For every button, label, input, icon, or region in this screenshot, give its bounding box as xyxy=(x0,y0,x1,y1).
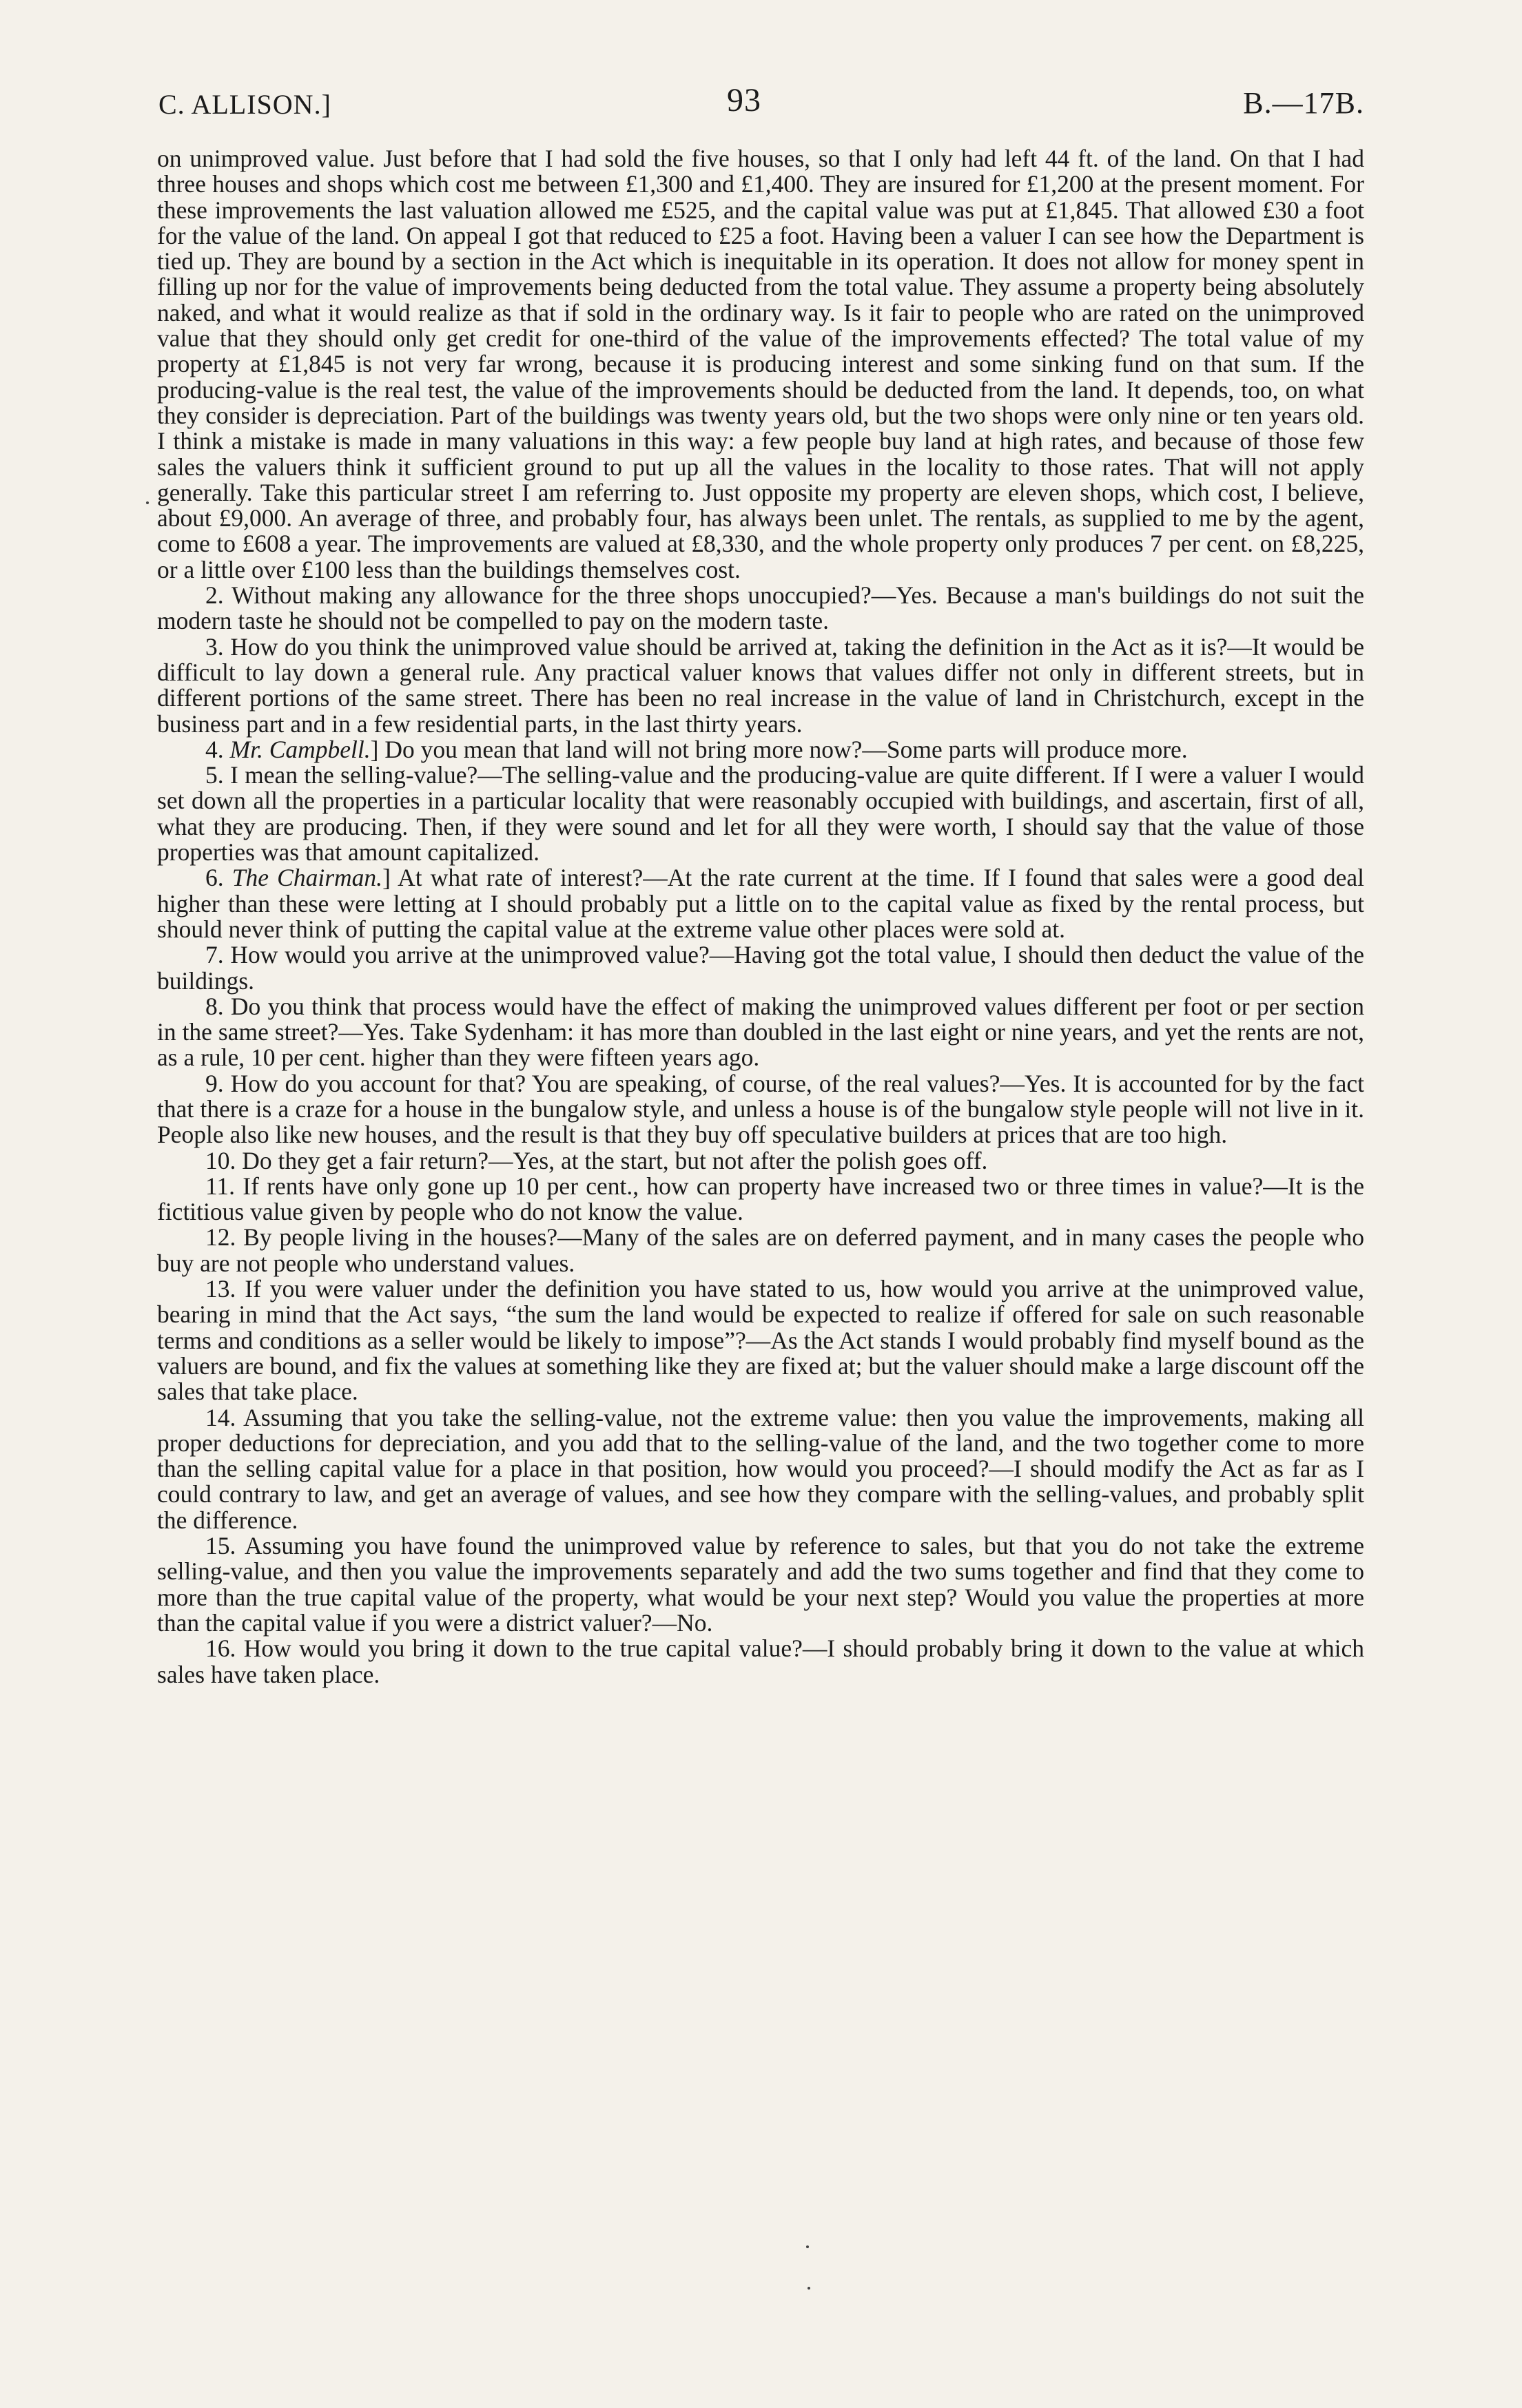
speaker-name: Mr. Campbell. xyxy=(229,735,371,763)
question-15: 15. Assuming you have found the unimproved value by reference to sales, but that you do not take the extreme selling-value, and then you value the improvements separately and add the two sums together and find that they come to more than the true capital value of the property, what would be your next step? Would you value the properties at more than the capital value if you were a district valuer?—No. xyxy=(157,1532,1364,1637)
question-body: ] At what rate of interest?—At the rate current at the time. If I found that sales were a good deal higher than these were letting at I should probably put a little on to the capital value as fixed by the rental process, but should never think of putting the capital value at the extreme value other places were sold at. xyxy=(157,864,1364,943)
question-number: 4. xyxy=(205,735,230,763)
document-reference: B.—17B. xyxy=(1243,86,1364,120)
question-9: 9. How do you account for that? You are speaking, of course, of the real values?—Yes. It is accounted for by the fact that there is a craze for a house in the bungalow style, and unless a house is of the bungalow style people will not live in it. People also like new houses, and the result is that they buy off speculative builders at prices that are too high. xyxy=(157,1069,1364,1149)
speaker-name: The Chairman. xyxy=(232,864,383,892)
header-witness-name: C. ALLISON.] xyxy=(158,89,331,120)
page-number: 93 xyxy=(727,82,761,118)
question-7: 7. How would you arrive at the unimproved value?—Having got the total value, I should then deduct the value of the buildings. xyxy=(157,941,1364,995)
question-10: 10. Do they get a fair return?—Yes, at the start, but not after the polish goes off. xyxy=(205,1146,988,1174)
page-header xyxy=(158,81,1364,129)
question-4 xyxy=(157,737,1364,762)
question-5: 5. I mean the selling-value?—The selling-value and the producing-value are quite different. If I were a valuer I would set down all the properties in a particular locality that were reasonably occupied with buildings, and ascertain, first of all, what they are producing. Then, if they were sound and let for all they were worth, I should say that the value of those properties was that amount capitalized. xyxy=(157,761,1364,866)
question-14: 14. Assuming that you take the selling-value, not the extreme value: then you value the improvements, making all proper deductions for depreciation, and you add that to the selling-value of the land, and the two together come to more than the selling capital value for a place in that position, how would you proceed?—I should modify the Act as far as I could contrary to law, and get an average of values, and see how they compare with the selling-values, and probably split the difference. xyxy=(157,1403,1364,1534)
question-13: 13. If you were valuer under the definition you have stated to us, how would you arrive at the unimproved value, bearing in mind that the Act says, “the sum the land would be expected to realize if offered for sale on such reasonable terms and conditions as a seller would be likely to impose”?—As the Act stands I would probably find myself bound as the valuers are bound, and fix the values at something like they are fixed at; but the valuer should make a large discount off the sales that take place. xyxy=(157,1275,1364,1406)
question-3: 3. How do you think the unimproved value should be arrived at, taking the definition in the Act as it is?—It would be difficult to lay down a general rule. Any practical valuer knows that values differ not only in different streets, but in different portions of the same street. There has been no real increase in the value of land in Christchurch, except in the business part and in a few residential parts, in the last thirty years. xyxy=(157,632,1364,738)
question-11: 11. If rents have only gone up 10 per cent., how can property have increased two or three times in value?—It is the fictitious value given by people who do not know the value. xyxy=(157,1172,1364,1226)
question-16: 16. How would you bring it down to the true capital value?—I should probably bring it down to the value at which sales have taken place. xyxy=(157,1634,1364,1688)
question-12: 12. By people living in the houses?—Many of the sales are on deferred payment, and in many cases the people who buy are not people who understand values. xyxy=(157,1223,1364,1277)
opening-paragraph: on unimproved value. Just before that I had sold the five houses, so that I only had left 44 ft. of the land. On that I had three houses and shops which cost me between £1,300 and £1,400. They are insured for £1,200 at the present moment. For these improvements the last valuation allowed me £525, and the capital value was put at £1,845. That allowed £30 a foot for the value of the land. On appeal I got that reduced to £25 a foot. Having been a valuer I can see how the Department is tied up. They are bound by a section in the Act which is inequitable in its operation. It does not allow for money spent in filling up nor for the value of improvements being deducted from the total value. They assume a property being absolutely naked, and what it would realize as that if sold in the ordinary way. Is it fair to people who are rated on the unimproved value that they should only get credit for one-third of the value of the improvements effected? The total value of my property at £1,845 is not very far wrong, because it is producing interest and some sinking fund on that sum. If the producing-value is the real test, the value of the improvements should be deducted from the land. It depends, too, on what they consider is depreciation. Part of the buildings was twenty years old, but the two shops were only nine or ten years old. I think a mistake is made in many valuations in this way: a few people buy land at high rates, and because of those few sales the valuers think it sufficient ground to put up all the values in the locality to those rates. That will not apply generally. Take this particular street I am referring to. Just opposite my property are eleven shops, which cost, I believe, about £9,000. An average of three, and probably four, has always been unlet. The rentals, as supplied to me by the agent, come to £608 a year. The improvements are valued at £8,330, and the whole property only produces 7 per cent. on £8,225, or a little over £100 less than the buildings themselves cost. xyxy=(157,145,1364,583)
question-body: ] Do you mean that land will not bring more now?—Some parts will produce more. xyxy=(370,735,1188,763)
scan-speck xyxy=(808,2287,810,2290)
scan-speck xyxy=(806,2245,809,2248)
question-6 xyxy=(157,865,1364,942)
margin-mark xyxy=(146,501,149,504)
evidence-text xyxy=(157,146,1364,1688)
question-2: 2. Without making any allowance for the three shops unoccupied?—Yes. Because a man's buildings do not suit the modern taste he should not be compelled to pay on the modern taste. xyxy=(157,581,1364,635)
question-8: 8. Do you think that process would have the effect of making the unimproved values different per foot or per section in the same street?—Yes. Take Sydenham: it has more than doubled in the last eight or nine years, and yet the rents are not, as a rule, 10 per cent. higher than they were fifteen years ago. xyxy=(157,992,1364,1072)
question-number: 6. xyxy=(205,864,232,892)
